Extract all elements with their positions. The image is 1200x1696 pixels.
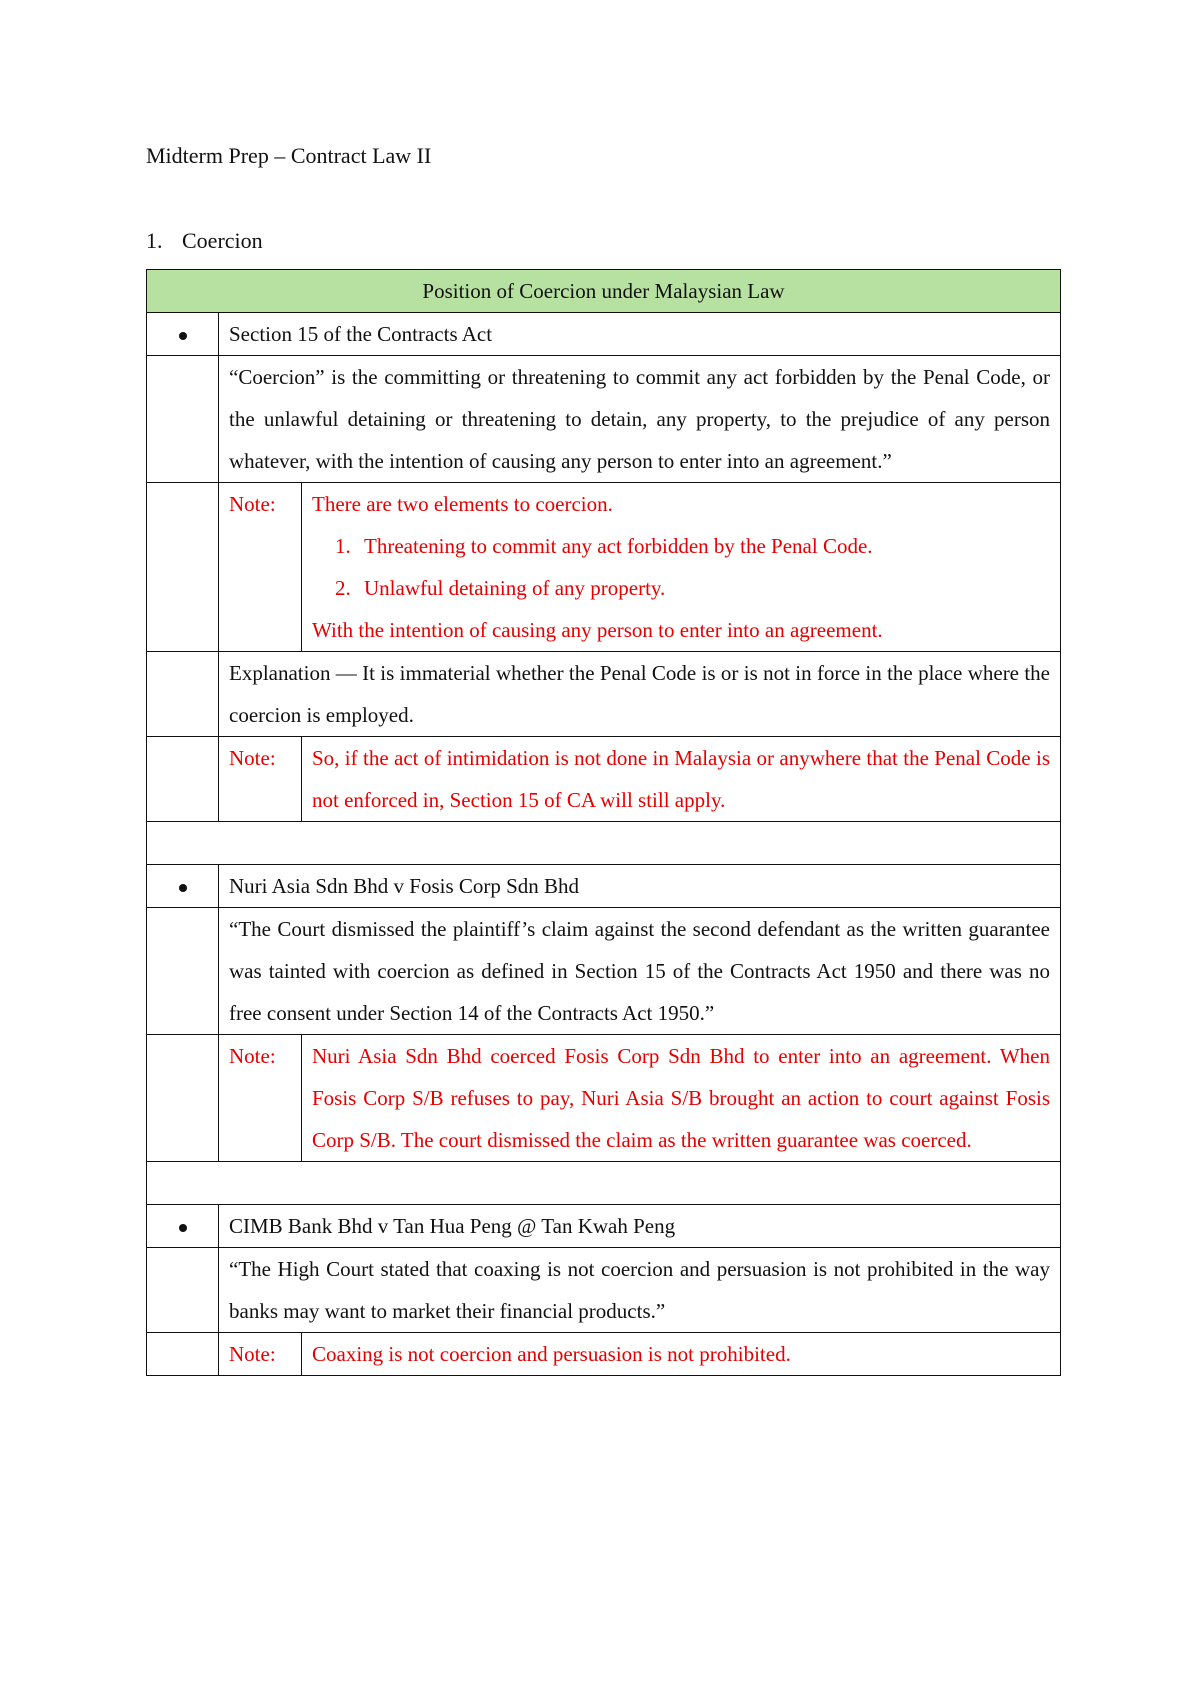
note-label: Note:: [219, 483, 302, 651]
elements-list: [312, 525, 1050, 609]
page-title: Midterm Prep – Contract Law II: [146, 143, 432, 168]
note-label: Note:: [219, 737, 302, 821]
bullet-cell: [147, 865, 219, 908]
note-cell: [219, 483, 1061, 652]
case-heading-cimb: CIMB Bank Bhd v Tan Hua Peng @ Tan Kwah Peng: [219, 1205, 1061, 1248]
table-row: [147, 313, 1061, 356]
coercion-table: [146, 269, 1061, 1376]
bullet-cell: [147, 313, 219, 356]
table-row: [147, 1248, 1061, 1333]
note-cell: [219, 1333, 1061, 1376]
table-row: [147, 908, 1061, 1035]
table-row: [147, 1205, 1061, 1248]
bullet-icon: [179, 332, 187, 340]
list-item: 2. Unlawful detaining of any property.: [356, 567, 1050, 609]
spacer-row: [147, 822, 1061, 865]
note-table: [219, 1035, 1060, 1161]
table-row: [147, 865, 1061, 908]
empty-cell: [147, 1162, 1061, 1205]
cimb-quote: “The High Court stated that coaxing is not coercion and persuasion is not prohibited in the way banks may want to market their financial products.”: [219, 1248, 1061, 1333]
empty-cell: [147, 908, 219, 1035]
section15-heading: Section 15 of the Contracts Act: [219, 313, 1061, 356]
bullet-cell: [147, 1205, 219, 1248]
note-cell: [219, 737, 1061, 822]
empty-cell: [147, 1035, 219, 1162]
nuri-quote: “The Court dismissed the plaintiff’s claim against the second defendant as the written guarantee was tainted with coercion as defined in Section 15 of the Contracts Act 1950 and there was no free consent under Section 14 of the Contracts Act 1950.”: [219, 908, 1061, 1035]
note-intro: There are two elements to coercion.: [312, 492, 613, 516]
case-heading-nuri: Nuri Asia Sdn Bhd v Fosis Corp Sdn Bhd: [219, 865, 1061, 908]
empty-cell: [147, 1248, 219, 1333]
bullet-icon: [179, 884, 187, 892]
note-body: Nuri Asia Sdn Bhd coerced Fosis Corp Sdn Bhd to enter into an agreement. When Fosis Corp S/B refuses to pay, Nuri Asia S/B brought an action to court against Fosis Corp S/B. The court dismissed the claim as the written guarantee was coerced.: [312, 1044, 1050, 1152]
note-outro: With the intention of causing any person to enter into an agreement.: [312, 618, 883, 642]
table-header-row: [147, 270, 1061, 313]
table-row: [147, 1333, 1061, 1376]
note-label: Note:: [219, 1333, 302, 1375]
note-body: [302, 483, 1061, 651]
empty-cell: [147, 483, 219, 652]
note-body: So, if the act of intimidation is not done in Malaysia or anywhere that the Penal Code is not enforced in, Section 15 of CA will still apply.: [312, 746, 1050, 812]
note-table: [219, 737, 1060, 821]
note-table: [219, 1333, 1060, 1375]
note-body: Coaxing is not coercion and persuasion is not prohibited.: [312, 1342, 791, 1366]
section-heading: [146, 228, 263, 254]
note-table: [219, 483, 1060, 651]
list-item: 1. Threatening to commit any act forbidden by the Penal Code.: [356, 525, 1050, 567]
empty-cell: [147, 356, 219, 483]
explanation-text: Explanation — It is immaterial whether the Penal Code is or is not in force in the place where the coercion is employed.: [219, 652, 1061, 737]
section15-quote: “Coercion” is the committing or threatening to commit any act forbidden by the Penal Code, or the unlawful detaining or threatening to detain, any property, to the prejudice of any person whatever, with the intention of causing any person to enter into an agreement.”: [219, 356, 1061, 483]
table-row: [147, 356, 1061, 483]
table-row: [147, 483, 1061, 652]
bullet-icon: [179, 1224, 187, 1232]
note-label: Note:: [219, 1035, 302, 1161]
table-header: Position of Coercion under Malaysian Law: [147, 270, 1061, 313]
note-cell: [219, 1035, 1061, 1162]
empty-cell: [147, 737, 219, 822]
empty-cell: [147, 1333, 219, 1376]
table-row: [147, 737, 1061, 822]
table-row: [147, 1035, 1061, 1162]
section-number: 1.: [146, 228, 163, 253]
section-title: Coercion: [182, 228, 263, 253]
table-row: [147, 652, 1061, 737]
spacer-row: [147, 1162, 1061, 1205]
empty-cell: [147, 822, 1061, 865]
empty-cell: [147, 652, 219, 737]
